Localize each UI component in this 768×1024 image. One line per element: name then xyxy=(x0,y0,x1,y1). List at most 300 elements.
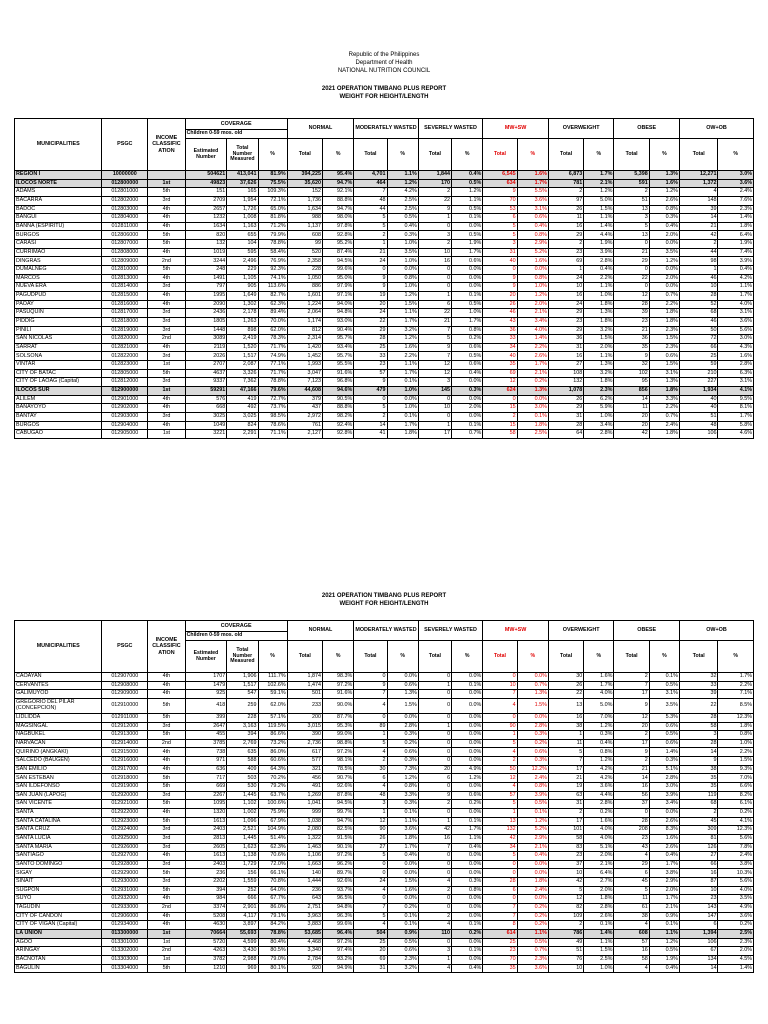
cell-mwsw-total: 33 xyxy=(483,335,517,344)
cell-ob-total: 208 xyxy=(614,826,649,835)
table-row xyxy=(15,214,754,223)
summary-row xyxy=(15,171,754,180)
cell-coverage-pct: 86.0% xyxy=(258,748,287,757)
cell-owob-total: 6 xyxy=(679,921,718,930)
cell-estimated: 4263 xyxy=(185,947,227,956)
col-owob-total: Total xyxy=(679,139,718,171)
cell-mw-total: 29 xyxy=(354,326,387,335)
cell-mwsw-total: 90 xyxy=(483,722,517,731)
table-body-2 xyxy=(15,673,754,973)
cell-normal-pct: 96.8% xyxy=(323,378,354,387)
cell-ow-pct: 2.2% xyxy=(584,274,614,283)
cell-estimated: 1232 xyxy=(185,214,227,223)
cell-mw-pct: 1.1% xyxy=(387,361,418,370)
cell-ow-pct: 3.4% xyxy=(584,421,614,430)
cell-coverage-pct: 66.1% xyxy=(258,869,287,878)
table-row xyxy=(15,343,754,352)
cell-sw-pct: 1.1% xyxy=(452,834,483,843)
cell-normal-pct: 96.2% xyxy=(323,860,354,869)
col-severely-wasted: SEVERELY WASTED xyxy=(418,119,483,139)
cell-mw-total: 2 xyxy=(354,412,387,421)
cell-owob-pct: 10.3% xyxy=(718,869,754,878)
cell-mwsw-total: 15 xyxy=(483,404,517,413)
table-row xyxy=(15,739,754,748)
cell-sw-pct: 0.0% xyxy=(452,222,483,231)
cell-ow-total: 58 xyxy=(548,834,583,843)
cell-coverage-pct: 79.1% xyxy=(258,912,287,921)
cell-measured: 37,626 xyxy=(227,179,258,188)
cell-normal-pct: 99.6% xyxy=(323,266,354,275)
cell-psgc: 012802000 xyxy=(102,196,148,205)
cell-mw-pct: 2.2% xyxy=(387,352,418,361)
cell-income-class: 4th xyxy=(148,748,185,757)
cell-normal-pct: 90.4% xyxy=(323,326,354,335)
cell-psgc: 012929000 xyxy=(102,869,148,878)
cell-normal-pct: 95.5% xyxy=(323,361,354,370)
cell-normal-pct: 97.2% xyxy=(323,748,354,757)
cell-municipality: SANTA CRUZ xyxy=(15,826,102,835)
cell-normal-total: 390 xyxy=(287,731,322,740)
cell-measured: 1,906 xyxy=(227,673,258,682)
table-row xyxy=(15,378,754,387)
cell-owob-total: 66 xyxy=(679,343,718,352)
cell-mw-pct: 0.1% xyxy=(387,912,418,921)
cell-income-class: 5th xyxy=(148,231,185,240)
cell-mw-total: 7 xyxy=(354,690,387,699)
cell-ow-total: 29 xyxy=(548,326,583,335)
cell-owob-pct: 2.3% xyxy=(718,938,754,947)
table-row xyxy=(15,309,754,318)
cell-normal-total: 1,322 xyxy=(287,834,322,843)
cell-mwsw-total: 2 xyxy=(483,757,517,766)
cell-sw-pct: 0.5% xyxy=(452,179,483,188)
cell-mwsw-pct: 0.1% xyxy=(517,808,548,817)
cell-mw-pct: 0.1% xyxy=(387,808,418,817)
cell-normal-pct: 92.8% xyxy=(323,231,354,240)
cell-normal-total: 1,452 xyxy=(287,352,322,361)
cell-mwsw-pct: 0.3% xyxy=(517,757,548,766)
cell-ow-pct: 1.6% xyxy=(584,673,614,682)
cell-coverage-pct: 75.5% xyxy=(258,179,287,188)
cell-measured: 4,599 xyxy=(227,938,258,947)
cell-sw-total: 0 xyxy=(418,783,451,792)
summary-row xyxy=(15,179,754,188)
header-line-council: NATIONAL NUTRITION COUNCIL xyxy=(337,68,431,75)
cell-normal-total: 321 xyxy=(287,765,322,774)
cell-ow-total: 10 xyxy=(548,283,583,292)
cell-psgc: 013302000 xyxy=(102,947,148,956)
cell-psgc: 012914000 xyxy=(102,739,148,748)
cell-municipality: ARINGAY xyxy=(15,947,102,956)
col-income-classification: INCOME CLASSIFIC ATION xyxy=(148,119,185,171)
col-mwsw-total: Total xyxy=(483,139,517,171)
cell-municipality: NAGBUKEL xyxy=(15,731,102,740)
cell-ob-total: 29 xyxy=(614,860,649,869)
cell-ob-total: 5 xyxy=(614,886,649,895)
cell-sw-total: 2 xyxy=(418,912,451,921)
cell-income-class: 2nd xyxy=(148,904,185,913)
cell-income-class: 5th xyxy=(148,369,185,378)
cell-ob-pct: 0.6% xyxy=(649,739,679,748)
cell-sw-total: 1,844 xyxy=(418,171,451,180)
cell-estimated: 1019 xyxy=(185,248,227,257)
cell-estimated: 1320 xyxy=(185,808,227,817)
cell-estimated: 418 xyxy=(185,698,227,713)
cell-estimated: 248 xyxy=(185,266,227,275)
cell-ow-pct: 5.1% xyxy=(584,843,614,852)
cell-psgc: 012814000 xyxy=(102,283,148,292)
cell-ob-pct: 1.6% xyxy=(649,179,679,188)
cell-sw-pct: 0.5% xyxy=(452,300,483,309)
cell-ow-pct: 3.9% xyxy=(584,248,614,257)
cell-municipality: ADAMS xyxy=(15,188,102,197)
cell-ob-pct: 2.2% xyxy=(649,300,679,309)
cell-mw-total: 24 xyxy=(354,257,387,266)
cell-ob-total: 28 xyxy=(614,300,649,309)
table-row xyxy=(15,791,754,800)
cell-normal-pct: 94.6% xyxy=(323,387,354,396)
cell-coverage-pct: 70.6% xyxy=(258,852,287,861)
cell-income-class: 4th xyxy=(148,248,185,257)
cell-sw-total: 42 xyxy=(418,826,451,835)
table-row xyxy=(15,878,754,887)
cell-mw-pct: 1.2% xyxy=(387,291,418,300)
cell-estimated: 3089 xyxy=(185,335,227,344)
cell-mw-total: 33 xyxy=(354,352,387,361)
cell-mw-pct: 1.7% xyxy=(387,369,418,378)
cell-mw-total: 89 xyxy=(354,722,387,731)
cell-normal-pct: 98.0% xyxy=(323,214,354,223)
cell-psgc: 012815000 xyxy=(102,291,148,300)
cell-municipality: NUEVA ERA xyxy=(15,283,102,292)
cell-municipality: SANTA xyxy=(15,808,102,817)
cell-sw-pct: 0.0% xyxy=(452,852,483,861)
cell-coverage-pct: 102.6% xyxy=(258,681,287,690)
cell-mwsw-total: 25 xyxy=(483,938,517,947)
cell-mwsw-total: 6 xyxy=(483,214,517,223)
cell-ob-total: 20 xyxy=(614,412,649,421)
cell-mwsw-pct: 1.3% xyxy=(517,387,548,396)
cell-mw-total: 25 xyxy=(354,938,387,947)
cell-municipality: PASUQUIN xyxy=(15,309,102,318)
cell-income-class: 5th xyxy=(148,869,185,878)
cell-psgc: 012805000 xyxy=(102,369,148,378)
cell-owob-total: 32 xyxy=(679,673,718,682)
cell-estimated: 1805 xyxy=(185,317,227,326)
cell-ob-pct: 2.6% xyxy=(649,843,679,852)
cell-normal-pct: 94.8% xyxy=(323,904,354,913)
cell-income-class: 3rd xyxy=(148,196,185,205)
cell-mwsw-total: 9 xyxy=(483,274,517,283)
col-normal-total: Total xyxy=(287,139,322,171)
cell-income-class: 1st xyxy=(148,179,185,188)
cell-measured: 409 xyxy=(227,765,258,774)
cell-mwsw-total: 0 xyxy=(483,266,517,275)
col-mw-sw: MW+SW xyxy=(483,621,549,641)
cell-mw-total: 25 xyxy=(354,343,387,352)
cell-ow-pct: 1.2% xyxy=(584,188,614,197)
cell-sw-total: 1 xyxy=(418,421,451,430)
col-ob-pct: % xyxy=(649,641,679,673)
cell-mw-pct: 0.2% xyxy=(387,904,418,913)
cell-sw-pct: 0.0% xyxy=(452,869,483,878)
cell-mw-total: 1 xyxy=(354,808,387,817)
table-row xyxy=(15,317,754,326)
cell-mw-pct: 1.2% xyxy=(387,774,418,783)
cell-sw-pct: 0.0% xyxy=(452,274,483,283)
cell-sw-total: 0 xyxy=(418,222,451,231)
table-row xyxy=(15,335,754,344)
cell-psgc: 012930000 xyxy=(102,878,148,887)
cell-mw-total: 20 xyxy=(354,947,387,956)
col-mw-sw: MW+SW xyxy=(483,119,549,139)
col-normal-pct: % xyxy=(323,139,354,171)
cell-income-class: 5th xyxy=(148,964,185,973)
cell-coverage-pct: 78.8% xyxy=(258,929,287,938)
cell-ob-total: 16 xyxy=(614,783,649,792)
cell-measured: 1,649 xyxy=(227,291,258,300)
cell-normal-total: 456 xyxy=(287,774,322,783)
cell-normal-total: 2,751 xyxy=(287,904,322,913)
cell-income-class: 3rd xyxy=(148,283,185,292)
cell-owob-pct: 1.1% xyxy=(718,283,754,292)
cell-income-class: 4th xyxy=(148,421,185,430)
cell-sw-total: 10 xyxy=(418,404,451,413)
cell-ob-total: 9 xyxy=(614,748,649,757)
col-ow-total: Total xyxy=(548,641,583,673)
cell-coverage-pct: 84.2% xyxy=(258,921,287,930)
cell-normal-total: 53,685 xyxy=(287,929,322,938)
cell-coverage-pct: 60.6% xyxy=(258,757,287,766)
cell-mw-pct: 0.6% xyxy=(387,947,418,956)
table-row xyxy=(15,964,754,973)
cell-income-class: 1st xyxy=(148,361,185,370)
cell-mwsw-pct: 3.6% xyxy=(517,964,548,973)
cell-sw-pct: 0.0% xyxy=(452,808,483,817)
cell-psgc: 012803000 xyxy=(102,205,148,214)
cell-ow-total: 29 xyxy=(548,231,583,240)
cell-ob-pct: 1.4% xyxy=(649,748,679,757)
col-overweight: OVERWEIGHT xyxy=(548,119,614,139)
cell-sw-total: 0 xyxy=(418,852,451,861)
cell-ow-total: 24 xyxy=(548,274,583,283)
cell-owob-total: 309 xyxy=(679,826,718,835)
table-row xyxy=(15,248,754,257)
table-row xyxy=(15,869,754,878)
agency-header xyxy=(0,51,768,76)
cell-ow-total: 31 xyxy=(548,343,583,352)
cell-coverage-pct: 78.8% xyxy=(258,378,287,387)
cell-income-class: 5th xyxy=(148,240,185,249)
cell-income-class: 1st xyxy=(148,929,185,938)
cell-sw-total: 7 xyxy=(418,352,451,361)
cell-measured: 898 xyxy=(227,326,258,335)
cell-coverage-pct: 81.9% xyxy=(258,171,287,180)
cell-income-class: 4th xyxy=(148,395,185,404)
cell-owob-total: 68 xyxy=(679,800,718,809)
cell-psgc: 012816000 xyxy=(102,300,148,309)
cell-sw-pct: 0.5% xyxy=(452,205,483,214)
col-estimated-number: Estimated Number xyxy=(185,641,227,673)
cell-normal-pct: 90.5% xyxy=(323,395,354,404)
cell-owob-pct: 4.3% xyxy=(718,343,754,352)
cell-ow-pct: 0.4% xyxy=(584,739,614,748)
cell-mw-pct: 0.0% xyxy=(387,860,418,869)
cell-ob-pct: 0.7% xyxy=(649,291,679,300)
cell-ow-total: 10 xyxy=(548,869,583,878)
cell-mw-total: 4 xyxy=(354,886,387,895)
cell-ob-total: 4 xyxy=(614,852,649,861)
cell-normal-total: 1,041 xyxy=(287,800,322,809)
cell-estimated: 455 xyxy=(185,731,227,740)
cell-coverage-pct: 80.4% xyxy=(258,938,287,947)
cell-normal-pct: 93.2% xyxy=(323,955,354,964)
cell-sw-pct: 0.0% xyxy=(452,673,483,682)
cell-owob-pct: 3.0% xyxy=(718,335,754,344)
cell-ow-total: 69 xyxy=(548,257,583,266)
cell-mw-pct: 3.6% xyxy=(387,826,418,835)
cell-ob-pct: 3.5% xyxy=(649,698,679,713)
table-row xyxy=(15,196,754,205)
cell-psgc: 012818000 xyxy=(102,317,148,326)
cell-mw-total: 30 xyxy=(354,765,387,774)
cell-ow-pct: 1.7% xyxy=(584,171,614,180)
cell-ow-total: 132 xyxy=(548,378,583,387)
cell-ob-pct: 1.7% xyxy=(649,895,679,904)
cell-mwsw-pct: 4.0% xyxy=(517,326,548,335)
cell-psgc: 012904000 xyxy=(102,421,148,430)
cell-mw-pct: 1.3% xyxy=(387,690,418,699)
cell-ow-total: 27 xyxy=(548,361,583,370)
cell-municipality: ALILEM xyxy=(15,395,102,404)
cell-normal-pct: 91.6% xyxy=(323,690,354,699)
cell-ob-total: 14 xyxy=(614,395,649,404)
col-estimated-number: Estimated Number xyxy=(185,139,227,171)
cell-mw-pct: 1.1% xyxy=(387,171,418,180)
cell-owob-pct: 6.4% xyxy=(718,231,754,240)
cell-municipality: BACNOTAN xyxy=(15,955,102,964)
cell-estimated: 1049 xyxy=(185,421,227,430)
cell-municipality: SANTA LUCIA xyxy=(15,834,102,843)
cell-measured: 1,302 xyxy=(227,300,258,309)
cell-mw-pct: 0.2% xyxy=(387,739,418,748)
table-row xyxy=(15,283,754,292)
col-children-0-59: Children 0-59 mos. old xyxy=(185,632,287,641)
col-coverage-pct: % xyxy=(258,641,287,673)
cell-owob-total: 21 xyxy=(679,222,718,231)
cell-income-class: 5th xyxy=(148,886,185,895)
cell-coverage-pct: 76.9% xyxy=(258,257,287,266)
cell-mwsw-total: 7 xyxy=(483,690,517,699)
cell-estimated: 717 xyxy=(185,774,227,783)
cell-income-class: 5th xyxy=(148,731,185,740)
cell-psgc: 012916000 xyxy=(102,757,148,766)
cell-ow-total: 64 xyxy=(548,430,583,439)
cell-normal-total: 437 xyxy=(287,404,322,413)
cell-owob-total: 3 xyxy=(679,731,718,740)
cell-mw-pct: 1.2% xyxy=(387,335,418,344)
cell-mw-total: 9 xyxy=(354,378,387,387)
cell-sw-pct: 1.9% xyxy=(452,240,483,249)
cell-ow-pct: 3.2% xyxy=(584,326,614,335)
cell-owob-total: 22 xyxy=(679,698,718,713)
table-body-1 xyxy=(15,171,754,439)
cell-ow-pct: 2.8% xyxy=(584,904,614,913)
cell-income-class: 1st xyxy=(148,430,185,439)
cell-psgc: 012812000 xyxy=(102,378,148,387)
cell-income-class: 4th xyxy=(148,757,185,766)
cell-ow-pct: 2.7% xyxy=(584,878,614,887)
cell-ow-pct: 2.8% xyxy=(584,800,614,809)
cell-mwsw-total: 35 xyxy=(483,964,517,973)
cell-ow-total: 21 xyxy=(548,774,583,783)
cell-municipality: TAGUDIN xyxy=(15,904,102,913)
cell-ow-pct: 1.1% xyxy=(584,283,614,292)
summary-row xyxy=(15,387,754,396)
cell-estimated: 797 xyxy=(185,283,227,292)
cell-normal-total: 1,474 xyxy=(287,681,322,690)
cell-ow-total: 5 xyxy=(548,748,583,757)
cell-sw-total: 9 xyxy=(418,791,451,800)
cell-sw-pct: 0.0% xyxy=(452,912,483,921)
cell-mw-total: 464 xyxy=(354,179,387,188)
cell-measured: 1,008 xyxy=(227,214,258,223)
cell-ob-pct: 2.0% xyxy=(649,274,679,283)
cell-mw-total: 5 xyxy=(354,912,387,921)
cell-estimated: 1613 xyxy=(185,817,227,826)
cell-owob-total: 10 xyxy=(679,283,718,292)
cell-normal-total: 2,784 xyxy=(287,955,322,964)
cell-income-class: 3rd xyxy=(148,791,185,800)
cell-mwsw-pct: 2.8% xyxy=(517,722,548,731)
report-title-block-2 xyxy=(0,592,768,608)
cell-normal-pct: 95.4% xyxy=(323,171,354,180)
header-line-department: Department of Health xyxy=(355,60,413,67)
cell-measured: 2,419 xyxy=(227,335,258,344)
table-row xyxy=(15,722,754,731)
cell-sw-pct: 0.7% xyxy=(452,430,483,439)
cell-mw-total: 48 xyxy=(354,196,387,205)
cell-mw-total: 4 xyxy=(354,921,387,930)
cell-measured: 530 xyxy=(227,783,258,792)
cell-mwsw-total: 23 xyxy=(483,947,517,956)
cell-normal-pct: 87.8% xyxy=(323,791,354,800)
cell-mw-total: 5 xyxy=(354,739,387,748)
cell-normal-pct: 93.7% xyxy=(323,886,354,895)
cell-sw-pct: 1.7% xyxy=(452,317,483,326)
cell-psgc: 012907000 xyxy=(102,673,148,682)
cell-owob-pct: 7.4% xyxy=(718,248,754,257)
cell-income-class: 4th xyxy=(148,300,185,309)
cell-mw-pct: 3.2% xyxy=(387,326,418,335)
cell-normal-total: 577 xyxy=(287,757,322,766)
cell-mwsw-total: 0 xyxy=(483,895,517,904)
cell-owob-pct: 4.6% xyxy=(718,430,754,439)
cell-ob-total: 56 xyxy=(614,791,649,800)
table-row xyxy=(15,430,754,439)
cell-municipality: LA UNION xyxy=(15,929,102,938)
cell-measured: 3,025 xyxy=(227,412,258,421)
cell-ob-total: 591 xyxy=(614,179,649,188)
cell-owob-pct: 6.3% xyxy=(718,369,754,378)
cell-coverage-pct: 70.0% xyxy=(258,317,287,326)
cell-mwsw-total: 12 xyxy=(483,774,517,783)
cell-owob-pct: 3.1% xyxy=(718,378,754,387)
cell-sw-total: 0 xyxy=(418,757,451,766)
cell-measured: 104 xyxy=(227,240,258,249)
cell-income-class: 4th xyxy=(148,291,185,300)
cell-mw-pct: 1.0% xyxy=(387,257,418,266)
